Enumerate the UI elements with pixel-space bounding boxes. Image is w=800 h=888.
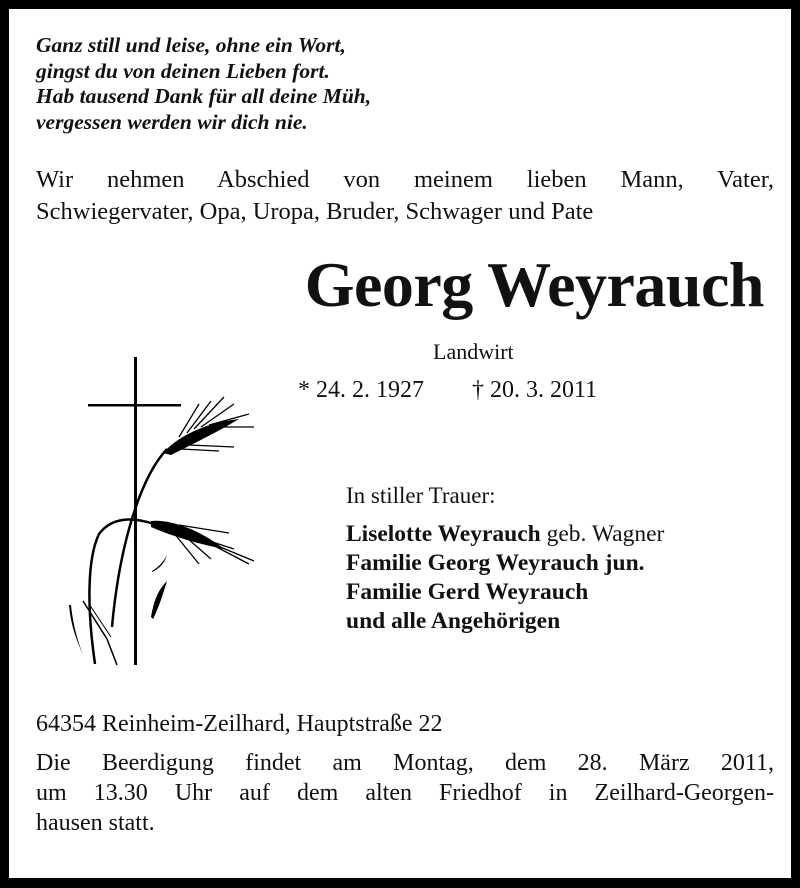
life-dates bbox=[298, 377, 597, 404]
birth-date: * 24. 2. 1927 bbox=[298, 377, 424, 403]
mourner-line bbox=[346, 520, 664, 549]
intro-text bbox=[36, 164, 774, 228]
obituary-notice bbox=[9, 9, 791, 878]
mourners-list bbox=[346, 520, 664, 636]
intro-line: Wir nehmen Abschied von meinem lieben Mann, Vater, bbox=[36, 166, 774, 193]
poem bbox=[36, 33, 371, 135]
funeral-line: hausen statt. bbox=[36, 810, 155, 836]
mourner-line: Familie Gerd Weyrauch bbox=[346, 579, 589, 605]
funeral-info bbox=[36, 748, 774, 838]
deceased-occupation: Landwirt bbox=[433, 339, 514, 364]
intro-line: Schwiegervater, Opa, Uropa, Bruder, Schwager und Pate bbox=[36, 198, 594, 225]
cross-with-wheat-icon bbox=[59, 349, 269, 669]
poem-line: Ganz still und leise, ohne ein Wort, bbox=[36, 33, 346, 57]
death-date: † 20. 3. 2011 bbox=[472, 377, 598, 403]
mourning-title: In stiller Trauer: bbox=[346, 483, 496, 508]
mourner-line: und alle Angehörigen bbox=[346, 608, 561, 634]
funeral-line: um 13.30 Uhr auf dem alten Friedhof in Zeilhard-Georgen- bbox=[36, 780, 774, 806]
funeral-line: Die Beerdigung findet am Montag, dem 28. März 2011, bbox=[36, 750, 774, 776]
mourner-maiden-name: geb. Wagner bbox=[540, 521, 665, 547]
address: 64354 Reinheim-Zeilhard, Hauptstraße 22 bbox=[36, 711, 443, 737]
mourner-line: Familie Georg Weyrauch jun. bbox=[346, 550, 645, 576]
mourner-name: Liselotte Weyrauch bbox=[346, 521, 541, 547]
poem-line: vergessen werden wir dich nie. bbox=[36, 109, 308, 134]
poem-line: gingst du von deinen Lieben fort. bbox=[36, 58, 330, 83]
poem-line: Hab tausend Dank für all deine Müh, bbox=[36, 84, 372, 108]
deceased-name: Georg Weyrauch bbox=[304, 249, 764, 320]
